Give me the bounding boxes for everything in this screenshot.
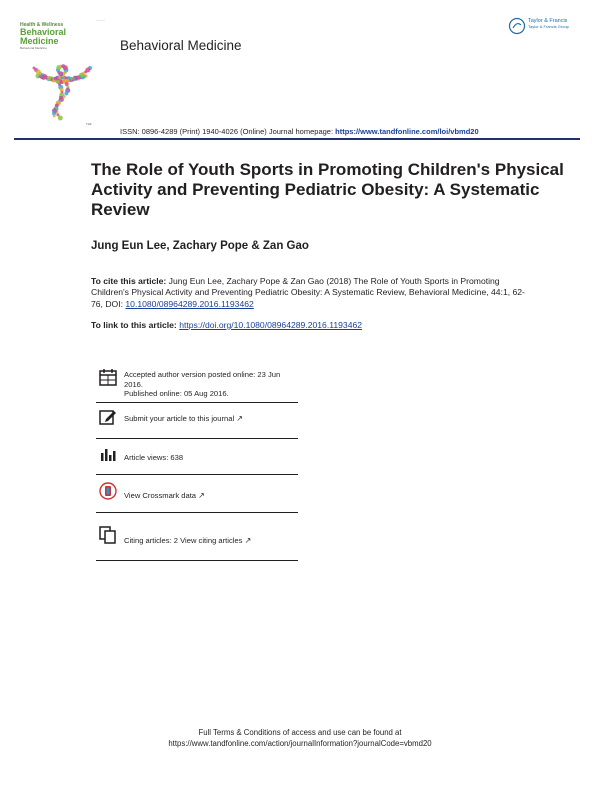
external-link-icon: ↗	[236, 414, 243, 423]
submit-article-link[interactable]: Submit your article to this journal	[124, 414, 235, 423]
accepted-date: Accepted author version posted online: 23 Jun 2016.	[124, 370, 281, 389]
meta-citing[interactable]	[96, 514, 298, 561]
meta-views	[96, 440, 298, 475]
crossmark-icon	[99, 482, 117, 500]
cover-subtitle: Behavioral Medicine	[20, 46, 48, 50]
publisher-logo-name: Taylor & Francis	[528, 18, 568, 24]
citation	[91, 276, 531, 310]
article-title: The Role of Youth Sports in Promoting Children's Physical Activity and Preventing Pediatric Obesity: A Systematic Review	[91, 160, 564, 219]
cover-title: Behavioral Medicine	[20, 27, 67, 46]
meta-crossmark[interactable]	[96, 476, 298, 513]
footer	[0, 727, 600, 749]
issn-line	[120, 127, 479, 136]
cover-figure-dot	[53, 115, 56, 118]
journal-cover	[14, 18, 110, 136]
bar-chart-icon	[99, 445, 117, 463]
cover-figure-dot	[64, 91, 68, 95]
cover-tagline: Health & Wellness	[20, 22, 64, 28]
cover-figure-dot	[65, 82, 69, 86]
footer-terms: Full Terms & Conditions of access and use can be found at	[198, 728, 402, 737]
article-doi-url[interactable]: https://doi.org/10.1080/08964289.2016.1193462	[179, 320, 363, 330]
cover-figure-dot	[58, 116, 63, 121]
edit-icon	[99, 408, 117, 426]
issn-text: ISSN: 0896-4289 (Print) 1940-4026 (Online) Journal homepage:	[120, 127, 336, 136]
link-label: To link to this article:	[91, 320, 180, 330]
cover-figure-dot	[63, 95, 66, 98]
published-date: Published online: 05 Aug 2016.	[124, 389, 229, 398]
meta-submit[interactable]	[96, 404, 298, 439]
publisher-logo-group: Taylor & Francis Group	[528, 24, 569, 29]
journal-homepage-link[interactable]: https://www.tandfonline.com/loi/vbmd20	[335, 127, 479, 136]
doi-link[interactable]: 10.1080/08964289.2016.1193462	[125, 298, 254, 309]
external-link-icon: ↗	[244, 536, 252, 545]
copy-documents-icon	[99, 526, 117, 544]
cover-top-text: ———	[96, 18, 105, 22]
calendar-icon	[99, 368, 117, 386]
header-divider	[14, 138, 580, 140]
cover-figure-dot	[63, 65, 68, 70]
cover-figure-icon	[14, 18, 110, 136]
cite-text: Jung Eun Lee, Zachary Pope & Zan Gao (2018) The Role of Youth Sports in Promoting Children's Physical Activity and Preventing Pediatric Obesity: A Systematic Review, Behavioral Medicine, 44:1, 62-76, DOI:	[91, 276, 525, 309]
article-authors: Jung Eun Lee, Zachary Pope & Zan Gao	[91, 240, 309, 252]
cite-label: To cite this article:	[91, 276, 167, 286]
citing-articles-link[interactable]: Citing articles: 2 View citing articles	[124, 536, 243, 545]
publisher-logo-icon	[508, 17, 526, 35]
meta-dates	[96, 366, 298, 403]
article-views: Article views: 638	[124, 453, 184, 462]
cover-publisher: T&F	[86, 122, 92, 126]
journal-name: Behavioral Medicine	[120, 38, 242, 53]
article-link-line	[91, 320, 362, 330]
publisher-logo	[508, 15, 588, 37]
crossmark-link[interactable]: View Crossmark data	[124, 491, 197, 500]
footer-terms-url[interactable]: https://www.tandfonline.com/action/journalInformation?journalCode=vbmd20	[168, 739, 432, 748]
external-link-icon: ↗	[198, 491, 205, 500]
cover-figure-dot	[61, 77, 64, 80]
